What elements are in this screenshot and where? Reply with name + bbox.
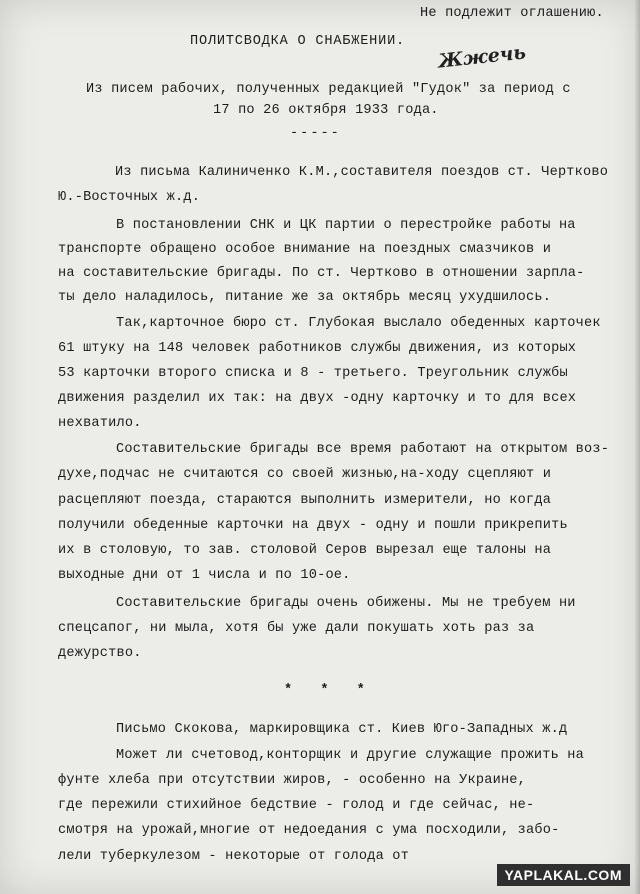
letter-1-line: 61 штуку на 148 человек работников службы движения, из которых — [58, 341, 577, 356]
letter-1-line: Так,карточное бюро ст. Глубокая выслало обеденных карточек — [116, 316, 601, 331]
scan-shadow-edge — [634, 0, 640, 894]
source-line-1: Из писем рабочих, полученных редакцией "Гудок" за период с — [86, 82, 571, 97]
section-break: * * * — [284, 683, 375, 698]
letter-2-line: лели туберкулезом - некоторые от голода от — [58, 849, 410, 864]
letter-1-line: транспорте обращено особое внимание на поездных смазчиков и — [58, 242, 552, 257]
letter-1-line: расцепляют поезда, стараются выполнить измерители, но когда — [58, 493, 552, 508]
letter-2-line: Письмо Скокова, маркировщика ст. Киев Юго-Западных ж.д — [116, 722, 568, 737]
handwritten-mark: Жжечь — [437, 41, 527, 73]
letter-1-line: на составительские бригады. По ст. Чертково в отношении зарпла- — [58, 266, 585, 281]
letter-1-line: Составительские бригады все время работают на открытом воз- — [116, 442, 610, 457]
letter-1-line: Составительские бригады очень обижены. Мы не требуем ни — [116, 596, 576, 611]
source-line-2: 17 по 26 октября 1933 года. — [213, 103, 439, 118]
letter-1-line: Из письма Калиниченко К.М.,составителя поездов ст. Чертково — [115, 165, 609, 180]
letter-1-line: их в столовую, то зав. столовой Серов вырезал еще талоны на — [58, 543, 552, 558]
letter-1-line: выходные дни от 1 числа и по 10-ое. — [58, 568, 351, 583]
letter-1-line: движения разделил их так: на двух -одну карточку и то для всех — [58, 391, 577, 406]
separator: ----- — [290, 126, 341, 141]
letter-2-line: фунте хлеба при отсутствии жиров, - особенно на Украине, — [58, 773, 527, 788]
confidential-note: Не подлежит оглашению. — [420, 6, 604, 21]
letter-1-line: нехватило. — [58, 416, 142, 431]
letter-1-line: ты дело наладилось, питание же за октябрь месяц ухудшилось. — [58, 290, 552, 305]
letter-1-line: спецсапог, ни мыла, хотя бы уже дали покушать хоть раз за — [58, 621, 535, 636]
letter-1-line: духе,подчас не считаются со своей жизнью,на-ходу сцепляют и — [58, 467, 552, 482]
document-title: ПОЛИТСВОДКА О СНАБЖЕНИИ. — [190, 34, 405, 49]
letter-2-line: где пережили стихийное бедствие - голод и где сейчас, не- — [58, 798, 535, 813]
letter-1-line: получили обеденные карточки на двух - одну и пошли прикрепить — [58, 518, 568, 533]
letter-1-line: Ю.-Восточных ж.д. — [58, 190, 201, 205]
letter-2-line: Может ли счетовод,конторщик и другие служащие прожить на — [116, 748, 585, 763]
site-watermark: YAPLAKAL.COM — [497, 864, 631, 886]
letter-1-line: В постановлении СНК и ЦК партии о перестройке работы на — [116, 218, 576, 233]
letter-1-line: дежурство. — [58, 646, 142, 661]
letter-2-line: смотря на урожай,многие от недоедания с ума посходили, забо- — [58, 823, 560, 838]
letter-1-line: 53 карточки второго списка и 8 - третьего. Треугольник службы — [58, 366, 568, 381]
